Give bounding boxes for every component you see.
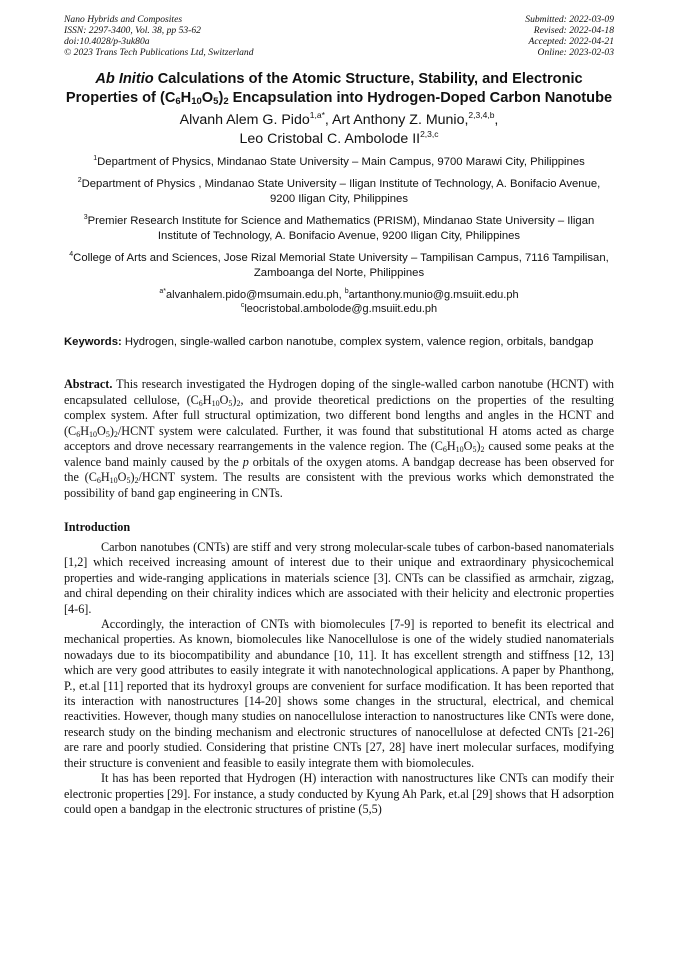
journal-header bbox=[64, 14, 614, 58]
keywords-label: Keywords: bbox=[64, 336, 122, 348]
email-line-1 bbox=[64, 288, 614, 302]
abstract-text: ) bbox=[109, 423, 114, 438]
abstract-sub: 6 bbox=[96, 476, 101, 485]
abstract-sub: 10 bbox=[109, 476, 118, 485]
affiliation-text: Premier Research Institute for Science and Mathematics (PRISM), Mindanao State University – Iligan Institute of Technology, A. Bonifacio Avenue, 9200 Iligan City, Philippines bbox=[87, 215, 595, 242]
abstract-sub: 5 bbox=[228, 398, 233, 408]
author-emails bbox=[64, 288, 614, 316]
abstract-text: O bbox=[219, 392, 229, 407]
author-sup: 2,3,4,b bbox=[468, 110, 495, 120]
abstract-italic: p bbox=[242, 454, 249, 469]
abstract-text: O bbox=[97, 423, 106, 438]
abstract-text: , and provide theoretical predictions on the properties of the resulting complex system. After full structural optimization, two different bond lengths and angles in the HCNT and (C bbox=[64, 392, 614, 438]
abstract-sub: 6 bbox=[442, 445, 447, 454]
journal-info bbox=[64, 14, 254, 58]
title-part: Calculations of the Atomic Structure, Stability, and Electronic Properties of (C bbox=[65, 71, 583, 106]
abstract-sub: 10 bbox=[211, 398, 220, 408]
revised-date: Revised: 2022-04-18 bbox=[533, 25, 614, 36]
author-name: Leo Cristobal C. Ambolode II bbox=[239, 131, 421, 147]
accepted-date: Accepted: 2022-04-21 bbox=[528, 36, 614, 47]
abstract-text: This research investigated the Hydrogen doping of the single-walled carbon nanotube (HCNT) with encapsulated cellulose, (C bbox=[64, 377, 614, 407]
author-separator: , bbox=[324, 112, 332, 128]
keywords bbox=[64, 335, 614, 350]
title-sub: 6 bbox=[175, 96, 181, 107]
abstract-text: O bbox=[463, 439, 473, 453]
abstract-sub: 2 bbox=[134, 476, 139, 485]
abstract-text: H bbox=[80, 423, 89, 438]
publication-dates bbox=[525, 14, 614, 58]
title-italic: Ab Initio bbox=[95, 71, 154, 87]
email-sup: c bbox=[240, 302, 245, 309]
title-part: H bbox=[180, 90, 192, 106]
author-separator: , bbox=[494, 112, 499, 128]
abstract-text: O bbox=[117, 470, 127, 484]
intro-paragraph-3: It has has been reported that Hydrogen (H) interaction with nanostructures like CNTs can modify their electronic properties [29]. For instance, a study conducted by Kyung Ah Park, et.al [29] shows that H adsorption could open a bandgap in the electronic structures of pristine (5,5) bbox=[64, 771, 614, 816]
author-name: Alvanh Alem G. Pido bbox=[179, 112, 310, 128]
abstract-sub: 5 bbox=[472, 445, 477, 454]
title-sub: 10 bbox=[191, 96, 202, 107]
abstract-text: ) bbox=[476, 439, 481, 453]
abstract-sub: 10 bbox=[455, 445, 464, 454]
author-name: Art Anthony Z. Munio, bbox=[331, 112, 469, 128]
title-part: Encapsulation into Hydrogen-Doped Carbon Nanotube bbox=[228, 90, 613, 106]
keywords-text: Hydrogen, single-walled carbon nanotube, complex system, valence region, orbitals, bandgap bbox=[121, 336, 594, 348]
abstract bbox=[64, 377, 614, 501]
email-line-2 bbox=[64, 302, 614, 316]
email-text: leocristobal.ambolode@g.msuiit.edu.ph bbox=[244, 303, 438, 315]
title-part: ) bbox=[218, 90, 224, 106]
abstract-text: H bbox=[100, 470, 110, 484]
email-text: artanthony.munio@g.msuiit.edu.ph bbox=[348, 289, 519, 301]
abstract-text: /HCNT system. The results are consistent with the previous works which demonstrated the possibility of band gap engineering in CNTs. bbox=[64, 470, 614, 500]
abstract-text: orbitals of the oxygen atoms. A bandgap decrease has been observed for the (C bbox=[64, 454, 614, 484]
email-sup: b bbox=[344, 288, 349, 295]
abstract-sub: 2 bbox=[236, 398, 241, 408]
affiliation-text: Department of Physics , Mindanao State University – Iligan Institute of Technology, A. Bonifacio Avenue, 9200 Iligan City, Philippines bbox=[81, 178, 601, 205]
intro-paragraph-2: Accordingly, the interaction of CNTs with biomolecules [7-9] is reported to benefit its electrical and mechanical properties. As known, biomolecules like Nanocellulose is one of the widely studied nanomaterials nowadays due to its biocompatibility and abundance [10, 11]. It has excellent strength and stiffness [12, 13] which are very good attributes to easily integrate it with nanotechnological applications. A paper by Phanthong, P., et.al [11] reported that its hydroxyl groups are convenient for surface modification. It has been reported that its interaction with nanostructures [14-20] shows some changes in the structural, electrical, and chemical reactivities. However, though many studies on nanocellulose interaction to nanostructures like CNTs were done, research study on the binding mechanism and electronic structures of nanocellulose at defected CNTs [21-26] are rare and poorly studied. Considering that pristine CNTs [27, 28] have inert molecular surfaces, modifying their structure is convenient and feasible to easily integrate them with biomolecules. bbox=[64, 617, 614, 770]
affiliation-sup: 3 bbox=[83, 214, 88, 221]
abstract-sub: 2 bbox=[113, 429, 118, 439]
submitted-date: Submitted: 2022-03-09 bbox=[525, 14, 614, 25]
title-sub: 5 bbox=[213, 96, 219, 107]
affiliation-sup: 1 bbox=[93, 155, 98, 162]
abstract-text: ) bbox=[232, 392, 237, 407]
affiliation-text: College of Arts and Sciences, Jose Rizal Memorial State University – Tampilisan Campus, 7116 Tampilisan, Zamboanga del Norte, Philippines bbox=[73, 252, 609, 279]
affiliation-text: Department of Physics, Mindanao State University – Main Campus, 9700 Marawi City, Philippines bbox=[97, 156, 585, 168]
affiliation-sup: 2 bbox=[77, 177, 82, 184]
abstract-text: /HCNT system were calculated. Further, it was found that substitutional H atoms acted as charge acceptors and drove necessary rearrangements in the valence region. The (C bbox=[64, 423, 614, 453]
intro-paragraph-1: Carbon nanotubes (CNTs) are stiff and very strong molecular-scale tubes of carbon-based nanomaterials [1,2] which received increasing amount of interest due to their unique and extraordinary physicochemical properties and wide-ranging applications in materials science [3]. CNTs can be classified as armchair, zigzag, and chiral depending on their chirality indices which are associated with their helicity and electronic properties [4-6]. bbox=[64, 540, 614, 616]
abstract-text: ) bbox=[130, 470, 135, 484]
abstract-text: H bbox=[446, 439, 456, 453]
affiliation-2 bbox=[64, 177, 614, 207]
title-part: O bbox=[201, 90, 214, 106]
affiliation-sup: 4 bbox=[69, 251, 74, 258]
abstract-sub: 5 bbox=[105, 429, 110, 439]
issn-line: ISSN: 2297-3400, Vol. 38, pp 53-62 bbox=[64, 25, 201, 36]
title-sub: 2 bbox=[223, 96, 229, 107]
email-sup: a* bbox=[159, 288, 167, 295]
affiliation-4 bbox=[64, 251, 614, 281]
journal-name: Nano Hybrids and Composites bbox=[64, 14, 183, 25]
author-list bbox=[64, 111, 614, 149]
author-sup: 2,3,c bbox=[420, 129, 439, 139]
doi-line: doi:10.4028/p-3uk80a bbox=[64, 36, 150, 47]
abstract-text: caused some peaks at the valence band mainly caused by the bbox=[64, 439, 614, 469]
abstract-sub: 6 bbox=[198, 398, 203, 408]
section-heading-introduction: Introduction bbox=[64, 520, 131, 534]
authors-line-2 bbox=[64, 130, 614, 149]
paper-page bbox=[64, 14, 614, 817]
online-date: Online: 2023-02-03 bbox=[537, 47, 614, 58]
authors-line-1 bbox=[64, 111, 614, 130]
author-sup: 1,a* bbox=[309, 110, 325, 120]
abstract-sub: 2 bbox=[480, 445, 485, 454]
paper-title bbox=[64, 70, 614, 108]
abstract-text: H bbox=[202, 392, 212, 407]
email-text: alvanhalem.pido@msumain.edu.ph, bbox=[166, 289, 345, 301]
abstract-sub: 5 bbox=[126, 476, 131, 485]
copyright-line: © 2023 Trans Tech Publications Ltd, Switzerland bbox=[64, 47, 254, 58]
affiliation-1 bbox=[64, 155, 614, 170]
abstract-sub: 6 bbox=[76, 429, 81, 439]
abstract-sub: 10 bbox=[89, 429, 97, 439]
affiliation-3 bbox=[64, 214, 614, 244]
abstract-label: Abstract. bbox=[64, 377, 113, 391]
